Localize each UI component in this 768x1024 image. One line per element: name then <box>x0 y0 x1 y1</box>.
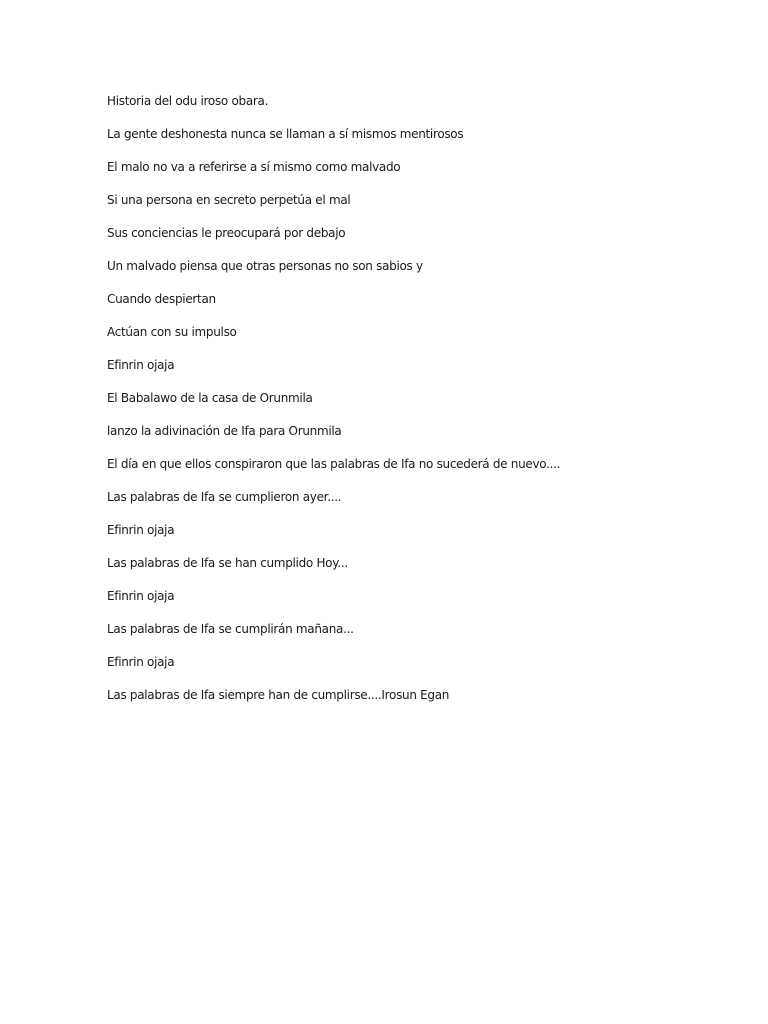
text-line: lanzo la adivinación de Ifa para Orunmila <box>107 424 342 438</box>
text-line: Cuando despiertan <box>107 292 216 306</box>
text-line: Un malvado piensa que otras personas no son sabios y <box>107 259 423 273</box>
text-line: Sus conciencias le preocupará por debajo <box>107 226 346 240</box>
text-line: La gente deshonesta nunca se llaman a sí mismos mentirosos <box>107 127 464 141</box>
text-line: Las palabras de Ifa siempre han de cumplirse....Irosun Egan <box>107 688 450 702</box>
text-line: Efinrin ojaja <box>107 358 175 372</box>
text-line: Actúan con su impulso <box>107 325 237 339</box>
text-line: Las palabras de Ifa se cumplieron ayer.... <box>107 490 342 504</box>
text-line: Si una persona en secreto perpetúa el mal <box>107 193 351 207</box>
text-line: El malo no va a referirse a sí mismo como malvado <box>107 160 401 174</box>
document-body <box>107 92 727 719</box>
text-line: Efinrin ojaja <box>107 589 175 603</box>
text-line: El día en que ellos conspiraron que las palabras de Ifa no sucederá de nuevo.... <box>107 457 561 471</box>
text-line: Historia del odu iroso obara. <box>107 94 269 108</box>
text-line: Efinrin ojaja <box>107 655 175 669</box>
text-line: Efinrin ojaja <box>107 523 175 537</box>
text-line: El Babalawo de la casa de Orunmila <box>107 391 313 405</box>
text-line: Las palabras de Ifa se han cumplido Hoy... <box>107 556 348 570</box>
text-line: Las palabras de Ifa se cumplirán mañana... <box>107 622 354 636</box>
